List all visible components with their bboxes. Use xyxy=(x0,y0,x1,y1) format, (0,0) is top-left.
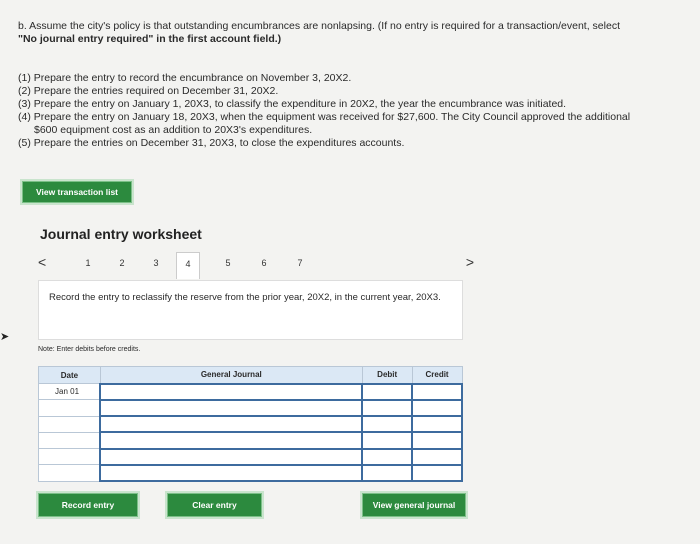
date-cell xyxy=(39,432,101,448)
date-cell xyxy=(39,449,101,465)
credit-input[interactable] xyxy=(412,416,462,432)
instructions-line1: b. Assume the city's policy is that outstanding encumbrances are nonlapsing. (If no entry is required for a transaction/event, select xyxy=(18,20,620,32)
page-tab-3[interactable]: 3 xyxy=(153,258,159,268)
table-row xyxy=(39,465,463,481)
account-input[interactable] xyxy=(100,465,362,481)
table-row xyxy=(39,449,463,465)
clear-entry-button[interactable]: Clear entry xyxy=(167,493,262,517)
date-cell xyxy=(39,465,101,481)
entry-description: Record the entry to reclassify the reserve from the prior year, 20X2, in the current year, 20X3. xyxy=(38,280,463,340)
chevron-left-icon[interactable]: < xyxy=(38,254,47,270)
credit-input[interactable] xyxy=(412,384,462,400)
table-row xyxy=(39,416,463,432)
instructions xyxy=(18,20,688,46)
page-tab-2[interactable]: 2 xyxy=(119,258,125,268)
table-row xyxy=(39,432,463,448)
view-transaction-list-button[interactable]: View transaction list xyxy=(22,181,132,203)
debit-input[interactable] xyxy=(362,384,412,400)
account-input[interactable] xyxy=(100,449,362,465)
instructions-line2: "No journal entry required" in the first account field.) xyxy=(18,33,282,45)
journal-table xyxy=(38,366,463,482)
account-input[interactable] xyxy=(100,416,362,432)
debit-input[interactable] xyxy=(362,465,412,481)
column-credit: Credit xyxy=(412,367,462,384)
credit-input[interactable] xyxy=(412,465,462,481)
credit-input[interactable] xyxy=(412,432,462,448)
steps-list xyxy=(18,72,688,150)
account-input[interactable] xyxy=(100,400,362,416)
page-navigation xyxy=(38,252,474,278)
worksheet-title: Journal entry worksheet xyxy=(40,226,202,242)
date-cell: Jan 01 xyxy=(39,384,101,400)
step-item: (5) Prepare the entries on December 31, 20X3, to close the expenditures accounts. xyxy=(18,137,405,149)
column-debit: Debit xyxy=(362,367,412,384)
table-row xyxy=(39,400,463,416)
account-input[interactable] xyxy=(100,432,362,448)
record-entry-button[interactable]: Record entry xyxy=(38,493,138,517)
page-tab-5[interactable]: 5 xyxy=(225,258,231,268)
page-tab-7[interactable]: 7 xyxy=(297,258,303,268)
date-cell xyxy=(39,400,101,416)
step-item: $600 equipment cost as an addition to 20X3's expenditures. xyxy=(34,124,313,136)
date-cell xyxy=(39,416,101,432)
column-date: Date xyxy=(39,367,101,384)
debit-input[interactable] xyxy=(362,400,412,416)
table-row xyxy=(39,384,463,400)
account-input[interactable] xyxy=(100,384,362,400)
chevron-right-icon[interactable]: > xyxy=(465,254,474,270)
credit-input[interactable] xyxy=(412,449,462,465)
step-item: (4) Prepare the entry on January 18, 20X3, when the equipment was received for $27,600. The City Council approved the additional xyxy=(18,111,631,123)
step-item: (1) Prepare the entry to record the encumbrance on November 3, 20X2. xyxy=(18,72,352,84)
debit-input[interactable] xyxy=(362,416,412,432)
column-general-journal: General Journal xyxy=(100,367,362,384)
page-tab-4[interactable]: 4 xyxy=(176,252,200,279)
view-general-journal-button[interactable]: View general journal xyxy=(362,493,466,517)
debit-input[interactable] xyxy=(362,449,412,465)
table-header-row xyxy=(39,367,463,384)
step-item: (3) Prepare the entry on January 1, 20X3, to classify the expenditure in 20X2, the year the encumbrance was initiated. xyxy=(18,98,567,110)
mouse-cursor-icon: ➤ xyxy=(0,331,10,343)
note-text: Note: Enter debits before credits. xyxy=(38,346,141,353)
page-tab-6[interactable]: 6 xyxy=(261,258,267,268)
credit-input[interactable] xyxy=(412,400,462,416)
page-tab-1[interactable]: 1 xyxy=(85,258,91,268)
step-item: (2) Prepare the entries required on December 31, 20X2. xyxy=(18,85,279,97)
debit-input[interactable] xyxy=(362,432,412,448)
